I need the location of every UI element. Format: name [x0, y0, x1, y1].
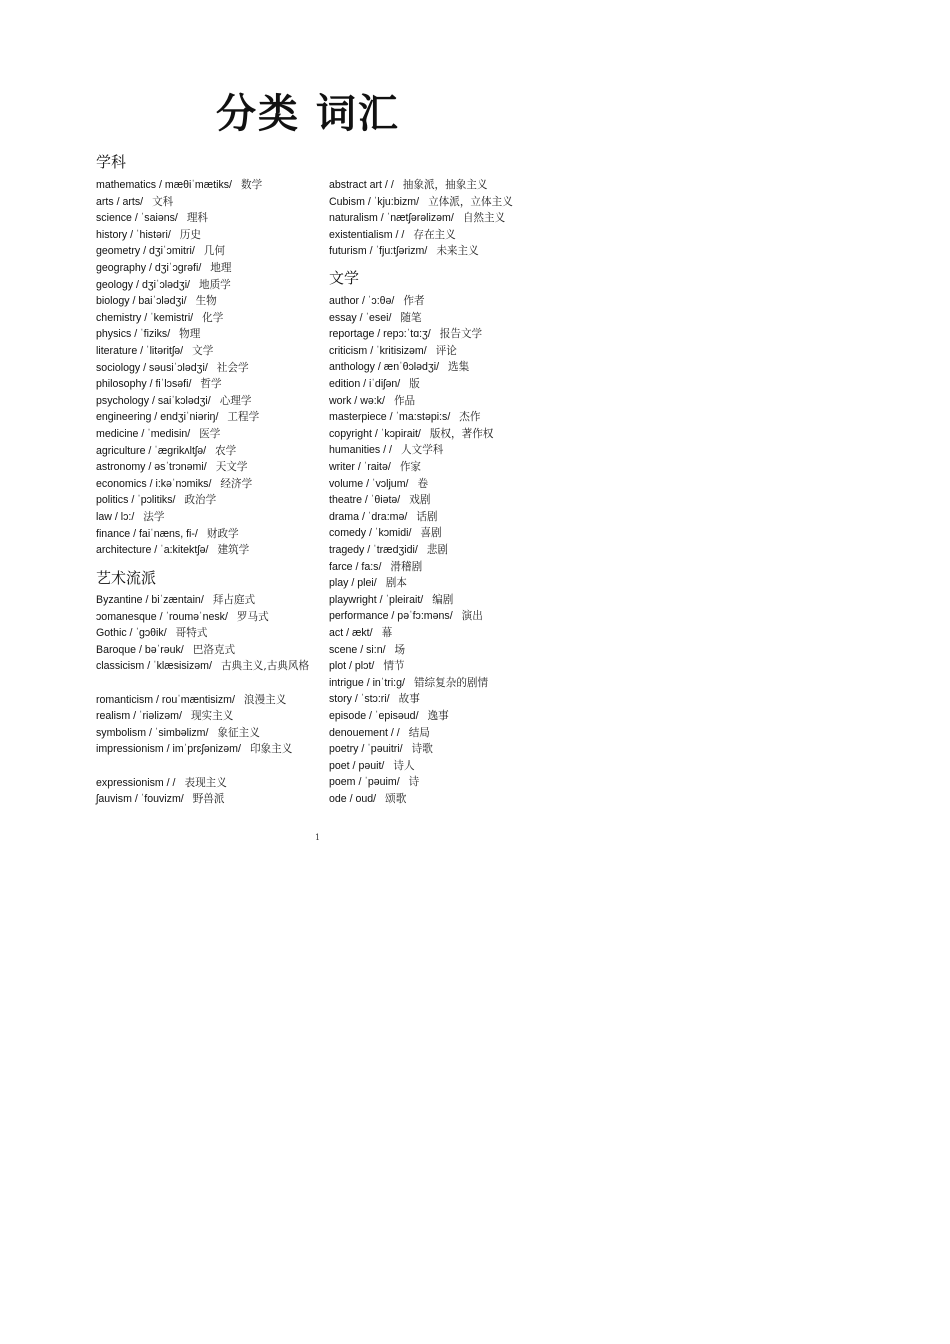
vocab-word: ɔomanesque / ˈrouməˈnesk/ — [96, 610, 228, 623]
vocab-entry — [96, 741, 311, 758]
vocab-word: theatre / ˈθiətə/ — [329, 494, 401, 507]
vocab-entry — [96, 791, 311, 808]
vocab-word: intrigue / inˈtri:g/ — [329, 676, 405, 689]
vocab-word: realism / ˈriəlizəm/ — [96, 710, 182, 723]
vocab-translation: 颂歌 — [385, 793, 407, 805]
vocab-entry — [329, 459, 544, 476]
vocab-translation: 工程学 — [227, 411, 260, 424]
vocab-word: geology / dʒiˈɔlədʒi/ — [96, 278, 190, 291]
vocab-translation: 罗马式 — [236, 610, 269, 623]
vocab-translation: 报告文学 — [439, 328, 483, 341]
vocab-entry — [96, 459, 311, 476]
vocab-word: act / ækt/ — [329, 627, 373, 639]
vocab-entry — [96, 509, 311, 526]
vocab-entry — [96, 376, 311, 393]
vocab-entry — [329, 426, 544, 443]
vocab-entry — [329, 675, 544, 692]
vocab-entry — [329, 642, 544, 659]
vocab-word: symbolism / ˈsimbəlizm/ — [96, 726, 209, 739]
vocab-word: psychology / saiˈkɔlədʒi/ — [96, 394, 211, 407]
vocab-translation: 哥特式 — [175, 627, 208, 640]
section-heading-wenxue: 文学 — [329, 269, 360, 287]
vocab-word: futurism / ˈfju:tʃərizm/ — [329, 245, 428, 258]
vocab-translation: 喜剧 — [420, 527, 442, 540]
vocab-word: agriculture / ˈægrikʌltʃə/ — [96, 444, 207, 457]
vocab-word: performance / pəˈfɔ:məns/ — [329, 610, 453, 623]
vocab-entry — [96, 642, 311, 659]
vocab-translation: 文科 — [152, 195, 174, 208]
vocab-translation: 哲学 — [200, 378, 222, 391]
vocab-translation: 抽象派，抽象主义 — [402, 179, 488, 191]
vocab-word: tragedy / ˈtrædʒidi/ — [329, 544, 418, 556]
vocab-entry — [329, 310, 544, 327]
vocab-entry — [329, 227, 544, 244]
vocab-entry — [329, 243, 544, 260]
vocab-translation: 故事 — [398, 693, 420, 706]
vocab-word: author / ˈɔ:θə/ — [329, 295, 395, 307]
vocab-translation: 选集 — [448, 361, 470, 374]
vocab-translation: 物理 — [179, 328, 201, 341]
vocab-word: Gothic / ˈgɔθik/ — [96, 627, 167, 640]
vocab-entry — [96, 227, 311, 244]
vocab-translation: 古典主义,古典风格 — [220, 660, 310, 673]
vocab-entry — [329, 559, 544, 576]
vocab-word: anthology / ænˈθɔlədʒi/ — [329, 361, 440, 374]
vocab-entry — [96, 592, 311, 609]
vocab-word: philosophy / fiˈlɔsəfi/ — [96, 378, 192, 391]
vocab-translation: 人文学科 — [401, 444, 444, 457]
vocab-entry — [329, 442, 544, 459]
vocab-entry — [96, 443, 311, 460]
vocab-word: farce / fa:s/ — [329, 560, 382, 573]
vocab-translation: 随笔 — [400, 311, 422, 324]
vocab-entry — [329, 476, 544, 493]
vocab-entry — [329, 492, 544, 509]
vocab-entry — [329, 359, 544, 376]
vocab-word: biology / baiˈɔlədʒi/ — [96, 295, 187, 308]
vocab-entry — [329, 758, 544, 775]
vocab-entry — [329, 608, 544, 625]
vocab-entry — [329, 194, 544, 211]
vocab-entry — [329, 210, 544, 227]
vocab-entry — [329, 177, 544, 194]
vocab-translation: 杰作 — [459, 411, 481, 424]
vocab-translation: 演出 — [461, 610, 483, 623]
vocab-entry — [329, 409, 544, 426]
vocab-entry — [96, 708, 311, 725]
vocab-word: reportage / repɔ:ˈtɑ:ʒ/ — [329, 328, 431, 341]
vocab-word: naturalism / ˈnætʃərəlizəm/ — [329, 212, 454, 225]
vocab-entry — [329, 525, 544, 542]
vocab-translation: 存在主义 — [413, 228, 456, 241]
vocab-word: romanticism / rouˈmæntisizm/ — [96, 693, 235, 706]
vocab-translation: 经济学 — [220, 477, 253, 490]
vocab-entry — [329, 725, 544, 742]
vocab-translation: 表现主义 — [184, 776, 227, 789]
vocab-translation: 农学 — [215, 444, 237, 457]
vocab-word: denouement / / — [329, 726, 400, 739]
vocab-translation: 象征主义 — [217, 726, 260, 739]
vocab-translation: 政治学 — [184, 494, 217, 507]
vocab-word: engineering / endʒiˈniəriŋ/ — [96, 411, 219, 424]
vocab-translation: 错综复杂的剧情 — [413, 676, 489, 689]
vocab-entry — [96, 260, 311, 277]
section-heading-xueke: 学科 — [96, 153, 127, 171]
vocab-word: masterpiece / ˈma:stəpi:s/ — [329, 411, 451, 424]
vocab-entry — [96, 476, 311, 493]
vocab-translation: 悲剧 — [426, 544, 448, 556]
vocab-entry — [96, 409, 311, 426]
vocab-entry — [329, 575, 544, 592]
vocab-translation: 化学 — [202, 311, 224, 324]
vocab-word: poetry / ˈpəuitri/ — [329, 743, 403, 756]
vocab-entry — [329, 791, 544, 808]
vocab-word: chemistry / ˈkemistri/ — [96, 311, 194, 324]
vocab-entry — [329, 774, 544, 791]
vocab-translation: 天文学 — [215, 461, 248, 474]
vocab-entry — [329, 658, 544, 675]
vocab-word: ʃauvism / ˈfouvizm/ — [96, 793, 184, 806]
vocab-word: poem / ˈpəuim/ — [329, 776, 400, 789]
vocab-translation: 立体派，立体主义 — [428, 195, 513, 208]
vocab-word: plot / plɔt/ — [329, 660, 375, 673]
vocab-translation: 滑稽剧 — [390, 560, 423, 573]
vocab-entry — [96, 526, 311, 543]
vocab-word: work / wə:k/ — [329, 394, 385, 407]
vocab-entry — [96, 426, 311, 443]
vocab-word: comedy / ˈkɔmidi/ — [329, 527, 412, 540]
vocab-word: copyright / ˈkɔpirait/ — [329, 427, 421, 440]
section-heading-yishu: 艺术流派 — [96, 569, 157, 587]
vocab-translation: 编剧 — [432, 593, 454, 606]
vocab-word: episode / ˈepisəud/ — [329, 710, 419, 722]
vocab-word: astronomy / əsˈtrɔnəmi/ — [96, 461, 207, 474]
vocab-entry — [96, 194, 311, 211]
vocab-translation: 作品 — [393, 394, 416, 407]
vocab-entry — [96, 326, 311, 343]
vocab-translation: 建筑学 — [217, 544, 250, 557]
vocab-translation: 幕 — [381, 627, 393, 639]
vocab-entry — [96, 393, 311, 410]
vocab-word: abstract art / / — [329, 179, 394, 191]
vocab-translation: 拜占庭式 — [212, 594, 256, 606]
page-title: 分类 词汇 — [216, 91, 400, 137]
vocab-translation: 自然主义 — [462, 212, 506, 225]
vocab-entry — [329, 393, 544, 410]
vocab-translation: 生物 — [195, 295, 217, 308]
vocab-translation: 数学 — [240, 179, 263, 191]
vocab-translation: 诗人 — [393, 759, 415, 772]
vocab-word: architecture / ˈa:kitektʃə/ — [96, 544, 209, 557]
vocab-entry — [329, 691, 544, 708]
vocab-word: sociology / səusiˈɔlədʒi/ — [96, 361, 208, 374]
vocab-translation: 印象主义 — [249, 743, 293, 756]
vocab-word: impressionism / imˈprɛʃənizəm/ — [96, 743, 241, 756]
vocab-translation: 理科 — [186, 212, 209, 225]
vocab-word: existentialism / / — [329, 228, 405, 241]
vocab-translation: 巴洛克式 — [192, 643, 236, 656]
vocab-translation: 财政学 — [206, 527, 239, 540]
vocab-entry — [96, 277, 311, 294]
vocab-word: finance / faiˈnæns, fi-/ — [96, 527, 198, 540]
vocab-translation: 未来主义 — [436, 245, 479, 258]
vocab-entry — [329, 343, 544, 360]
vocab-entry — [329, 741, 544, 758]
vocab-translation: 法学 — [143, 511, 165, 523]
vocab-word: story / ˈstɔ:ri/ — [329, 693, 390, 706]
vocab-translation: 剧本 — [385, 577, 407, 590]
vocab-translation: 情节 — [383, 660, 405, 673]
vocab-translation: 结局 — [408, 726, 430, 739]
vocab-translation: 诗歌 — [411, 743, 433, 756]
vocab-word: scene / si:n/ — [329, 643, 386, 656]
vocab-word: edition / iˈdiʃən/ — [329, 378, 401, 390]
vocab-translation: 历史 — [179, 228, 201, 241]
vocab-translation: 几何 — [203, 245, 225, 258]
vocab-entry — [96, 625, 311, 642]
vocab-entry — [96, 293, 311, 310]
vocab-word: medicine / ˈmedisin/ — [96, 428, 191, 440]
vocab-word: economics / i:kəˈnɔmiks/ — [96, 477, 212, 490]
vocab-translation: 野兽派 — [192, 793, 225, 806]
vocab-entry — [96, 609, 311, 626]
vocab-word: essay / ˈesei/ — [329, 311, 392, 324]
vocab-translation: 逸事 — [427, 710, 449, 722]
vocab-word: criticism / ˈkritisizəm/ — [329, 344, 427, 357]
vocab-translation: 场 — [394, 643, 406, 656]
vocab-word: ode / oud/ — [329, 793, 377, 805]
vocab-translation: 医学 — [199, 428, 221, 440]
vocab-translation: 评论 — [435, 344, 457, 357]
vocab-word: drama / ˈdra:mə/ — [329, 510, 408, 523]
vocab-entry — [329, 509, 544, 526]
vocab-entry — [96, 210, 311, 227]
vocab-word: geometry / dʒiˈɔmitri/ — [96, 245, 195, 258]
vocab-translation: 心理学 — [219, 394, 252, 407]
vocab-entry — [329, 542, 544, 559]
vocab-entry — [96, 658, 311, 675]
vocab-entry — [96, 360, 311, 377]
vocab-word: Baroque / bəˈrəuk/ — [96, 643, 184, 656]
vocab-entry — [329, 708, 544, 725]
vocab-entry — [96, 775, 311, 792]
vocab-entry — [329, 625, 544, 642]
vocab-entry — [96, 692, 311, 709]
vocab-word: Cubism / ˈkju:bizm/ — [329, 195, 420, 208]
vocab-translation: 浪漫主义 — [243, 693, 287, 706]
page-number: 1 — [315, 833, 321, 842]
vocab-word: poet / pəuit/ — [329, 759, 385, 772]
vocab-word: politics / ˈpɔlitiks/ — [96, 494, 176, 507]
vocab-entry — [96, 310, 311, 327]
vocab-word: science / ˈsaiəns/ — [96, 212, 178, 225]
vocab-translation: 诗 — [408, 776, 420, 789]
vocab-translation: 话剧 — [416, 510, 438, 523]
vocab-word: law / lɔ:/ — [96, 511, 135, 523]
vocab-translation: 卷 — [417, 477, 429, 490]
vocab-entry — [96, 725, 311, 742]
vocab-translation: 社会学 — [216, 361, 249, 374]
vocab-word: history / ˈhistəri/ — [96, 228, 171, 241]
vocab-entry — [329, 592, 544, 609]
vocab-word: geography / dʒiˈɔgrəfi/ — [96, 262, 202, 274]
vocab-translation: 作者 — [403, 295, 425, 307]
vocab-word: playwright / ˈpleirait/ — [329, 593, 424, 606]
vocab-word: Byzantine / biˈzæntain/ — [96, 594, 204, 606]
vocab-entry — [96, 343, 311, 360]
vocab-translation: 地质学 — [199, 278, 231, 291]
vocab-entry — [329, 326, 544, 343]
vocab-entry — [329, 293, 544, 310]
vocab-translation: 版权，著作权 — [429, 427, 494, 440]
vocab-word: classicism / ˈklæsisizəm/ — [96, 660, 212, 673]
vocab-entry — [96, 542, 311, 559]
vocab-word: humanities / / — [329, 444, 393, 457]
vocab-translation: 文学 — [192, 345, 214, 357]
vocab-translation: 作家 — [399, 461, 421, 473]
vocab-translation: 戏剧 — [409, 494, 431, 507]
vocab-word: volume / ˈvɔljum/ — [329, 477, 409, 490]
vocab-word: mathematics / mæθiˈmætiks/ — [96, 179, 232, 191]
vocab-word: literature / ˈlitəritʃə/ — [96, 345, 184, 357]
vocab-translation: 现实主义 — [190, 710, 234, 723]
vocab-entry — [96, 243, 311, 260]
vocab-translation: 版 — [409, 378, 420, 390]
vocab-word: arts / arts/ — [96, 195, 144, 208]
vocab-word: play / plei/ — [329, 577, 377, 590]
vocab-entry — [96, 177, 311, 194]
vocab-entry — [329, 376, 544, 393]
vocab-translation: 地理 — [210, 262, 232, 274]
vocab-word: expressionism / / — [96, 776, 176, 789]
vocab-entry — [96, 492, 311, 509]
vocab-word: writer / ˈraitə/ — [329, 461, 391, 473]
vocab-word: physics / ˈfiziks/ — [96, 328, 171, 341]
